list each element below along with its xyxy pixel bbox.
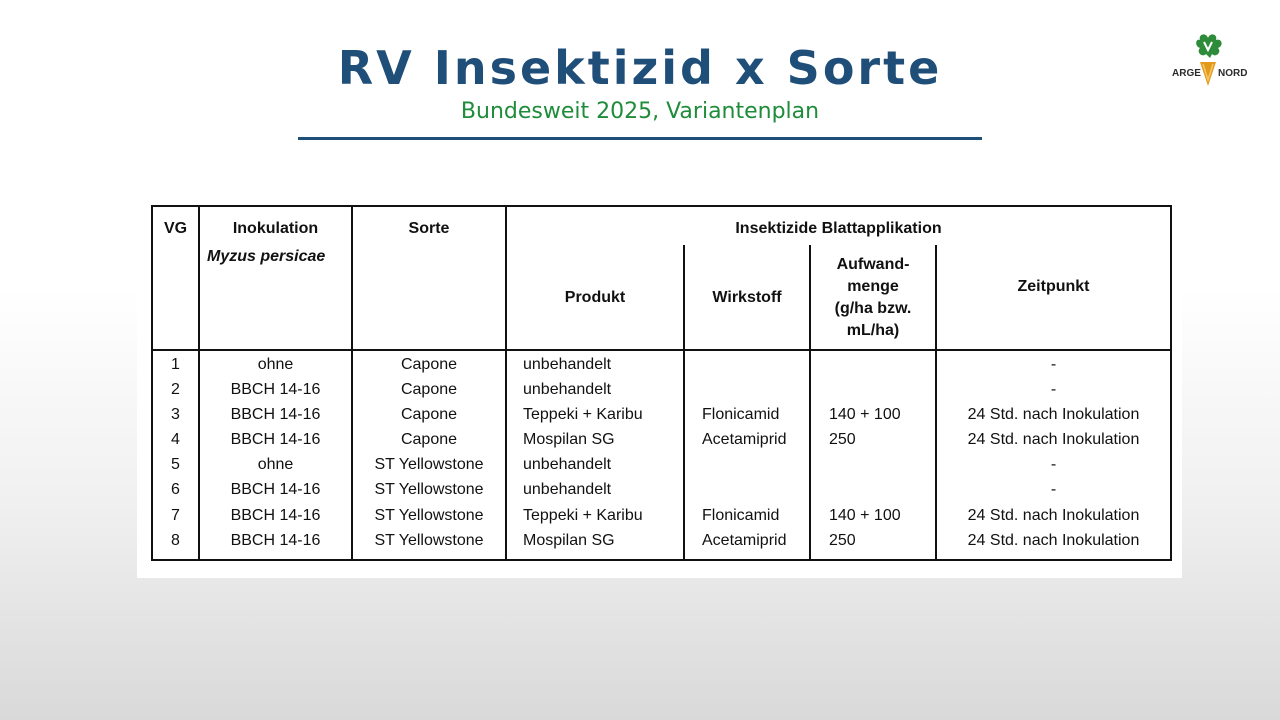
cell-aufwand: 140 + 100 <box>829 406 901 423</box>
cell-vg: 6 <box>171 481 180 498</box>
cell-vg: 4 <box>171 431 180 448</box>
title-divider <box>298 137 982 140</box>
header-vg: VG <box>163 220 188 237</box>
cell-inokulation: BBCH 14-16 <box>230 431 321 448</box>
cell-produkt: Mospilan SG <box>523 532 615 549</box>
header-zeitpunkt: Zeitpunkt <box>1017 278 1090 295</box>
header-aufwandmenge-line3: (g/ha bzw. <box>834 300 912 317</box>
cell-vg: 2 <box>171 381 180 398</box>
cell-inokulation: BBCH 14-16 <box>230 381 321 398</box>
cell-inokulation: BBCH 14-16 <box>230 481 321 498</box>
table-row <box>153 430 1170 455</box>
cell-wirkstoff: Flonicamid <box>702 507 780 524</box>
table-row <box>153 355 1170 380</box>
cell-sorte: Capone <box>400 356 458 373</box>
table-row <box>153 531 1170 556</box>
cell-zeitpunkt: - <box>1050 381 1057 398</box>
header-inokulation: Inokulation <box>232 220 319 237</box>
cell-vg: 1 <box>171 356 180 373</box>
cell-inokulation: BBCH 14-16 <box>230 532 321 549</box>
variant-table <box>151 205 1172 561</box>
cell-produkt: unbehandelt <box>523 456 612 473</box>
logo-graphic <box>1170 32 1248 90</box>
cell-wirkstoff: Acetamiprid <box>702 431 787 448</box>
cell-sorte: ST Yellowstone <box>374 507 484 524</box>
table-row <box>153 506 1170 531</box>
header-aufwandmenge-line4: mL/ha) <box>846 322 900 339</box>
table-row <box>153 405 1170 430</box>
cell-produkt: Mospilan SG <box>523 431 615 448</box>
cell-zeitpunkt: - <box>1050 456 1057 473</box>
cell-vg: 7 <box>171 507 180 524</box>
cell-inokulation: ohne <box>257 356 294 373</box>
cell-sorte: Capone <box>400 406 458 423</box>
header-insektizide-blattapplikation: Insektizide Blattapplikation <box>735 220 942 237</box>
header-aufwandmenge-line2: menge <box>847 278 899 295</box>
cell-inokulation: BBCH 14-16 <box>230 507 321 524</box>
cell-wirkstoff: Flonicamid <box>702 406 780 423</box>
cell-sorte: ST Yellowstone <box>374 456 484 473</box>
header-inokulation-species: Myzus persicae <box>207 248 326 265</box>
arge-nord-logo-icon <box>1170 32 1248 90</box>
cell-aufwand: 250 <box>829 431 856 448</box>
header-wirkstoff: Wirkstoff <box>712 289 782 306</box>
cell-inokulation: BBCH 14-16 <box>230 406 321 423</box>
cell-sorte: Capone <box>400 381 458 398</box>
cell-zeitpunkt: - <box>1050 481 1057 498</box>
table-row <box>153 380 1170 405</box>
cell-produkt: unbehandelt <box>523 381 612 398</box>
logo-text-left: ARGE <box>1172 68 1201 79</box>
cell-produkt: Teppeki + Karibu <box>523 507 643 524</box>
cell-aufwand: 250 <box>829 532 856 549</box>
cell-vg: 8 <box>171 532 180 549</box>
cell-produkt: unbehandelt <box>523 481 612 498</box>
page-subtitle: Bundesweit 2025, Variantenplan <box>460 99 820 124</box>
cell-vg: 3 <box>171 406 180 423</box>
cell-vg: 5 <box>171 456 180 473</box>
cell-zeitpunkt: 24 Std. nach Inokulation <box>967 507 1140 524</box>
table-row <box>153 480 1170 505</box>
cell-aufwand: 140 + 100 <box>829 507 901 524</box>
header-divider <box>153 349 1170 351</box>
cell-produkt: Teppeki + Karibu <box>523 406 643 423</box>
header-sorte: Sorte <box>408 220 450 237</box>
cell-zeitpunkt: 24 Std. nach Inokulation <box>967 406 1140 423</box>
cell-sorte: ST Yellowstone <box>374 481 484 498</box>
table-row <box>153 455 1170 480</box>
cell-sorte: Capone <box>400 431 458 448</box>
cell-inokulation: ohne <box>257 456 294 473</box>
cell-produkt: unbehandelt <box>523 356 612 373</box>
page-title: RV Insektizid x Sorte <box>337 41 943 95</box>
cell-sorte: ST Yellowstone <box>374 532 484 549</box>
cell-wirkstoff: Acetamiprid <box>702 532 787 549</box>
cell-zeitpunkt: 24 Std. nach Inokulation <box>967 532 1140 549</box>
cell-zeitpunkt: - <box>1050 356 1057 373</box>
cell-zeitpunkt: 24 Std. nach Inokulation <box>967 431 1140 448</box>
logo-text-right: NORD <box>1218 68 1248 79</box>
header-aufwandmenge-line1: Aufwand- <box>836 256 910 273</box>
table-panel <box>137 188 1182 578</box>
header-produkt: Produkt <box>564 289 626 306</box>
